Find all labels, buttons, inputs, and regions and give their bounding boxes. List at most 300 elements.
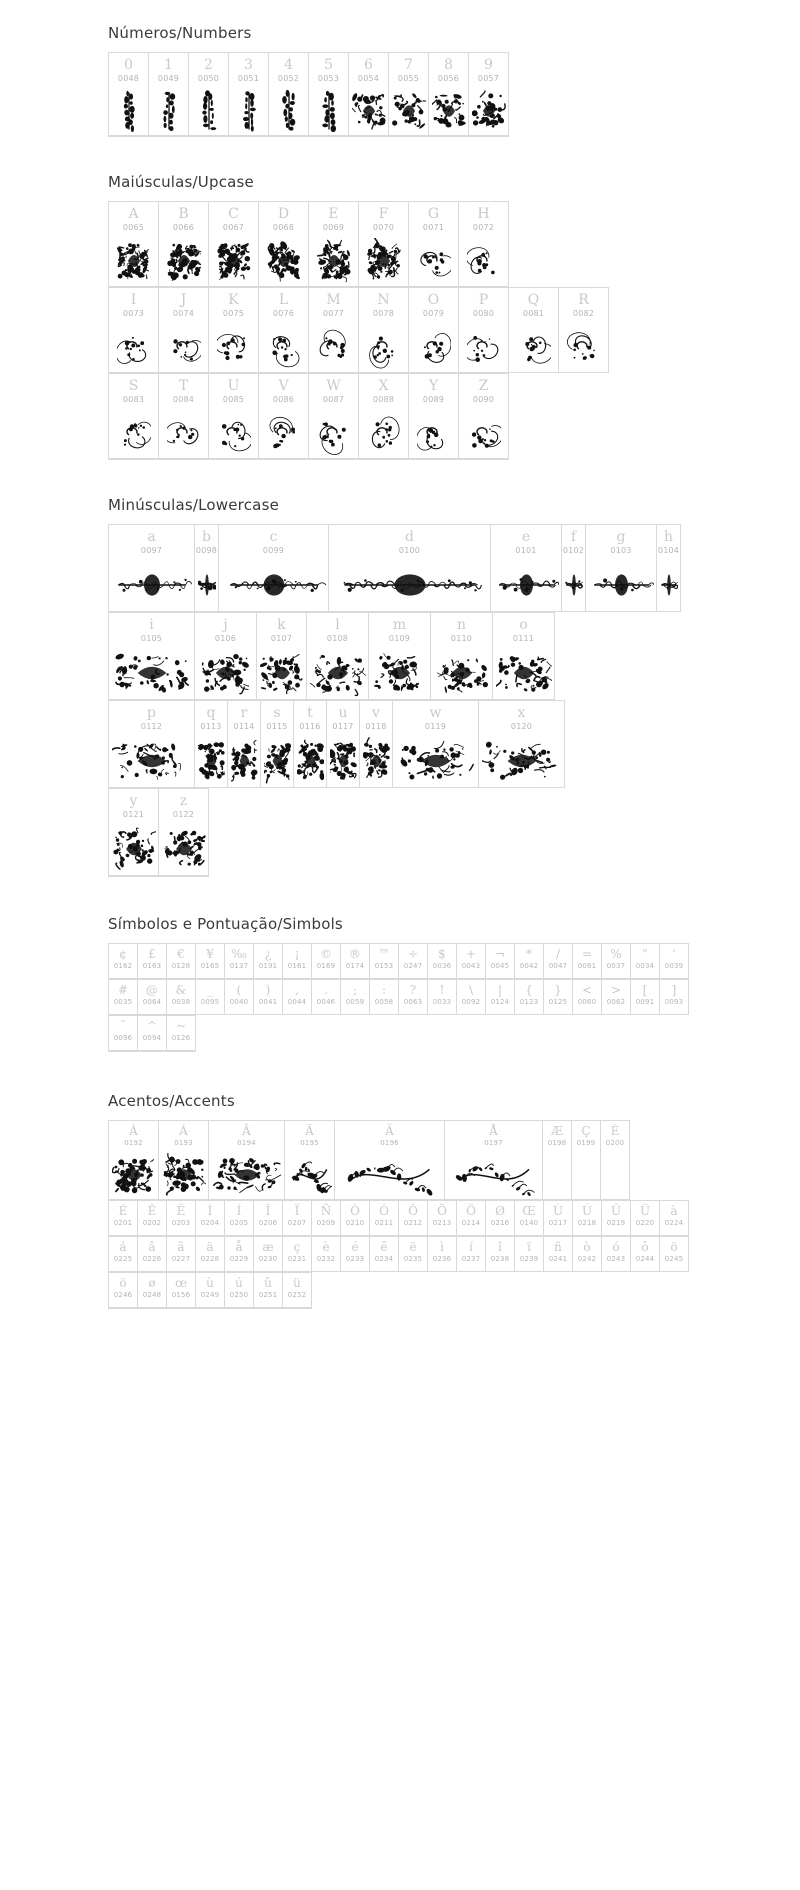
glyph-cell[interactable]	[167, 1016, 196, 1051]
glyph-cell[interactable]	[196, 1237, 225, 1272]
glyph-character: ÷	[407, 947, 419, 961]
glyph-cell[interactable]	[515, 980, 544, 1015]
glyph-cell[interactable]	[602, 944, 631, 979]
glyph-cell[interactable]	[572, 1121, 601, 1200]
glyph-character: Ö	[466, 1204, 476, 1218]
glyph-character: ©	[320, 947, 332, 961]
glyph-cell[interactable]	[544, 1201, 573, 1236]
glyph-cell[interactable]	[602, 980, 631, 1015]
glyph-cell[interactable]	[109, 374, 159, 459]
glyph-code: 0124	[490, 998, 510, 1006]
ornament-glyph-icon	[229, 87, 268, 135]
glyph-cell[interactable]	[283, 1201, 312, 1236]
glyph-cell[interactable]	[515, 1237, 544, 1272]
glyph-cell[interactable]	[660, 1237, 689, 1272]
glyph-cell[interactable]	[219, 525, 329, 612]
glyph-cell[interactable]	[457, 980, 486, 1015]
glyph-cell-header	[486, 1201, 514, 1231]
glyph-cell[interactable]	[428, 1201, 457, 1236]
glyph-cell[interactable]	[138, 1016, 167, 1051]
glyph-cell[interactable]	[341, 944, 370, 979]
glyph-cell[interactable]	[369, 613, 431, 700]
ornament-glyph-icon	[445, 1151, 542, 1199]
glyph-cell[interactable]	[329, 525, 491, 612]
glyph-code: 0237	[461, 1255, 481, 1263]
glyph-cell[interactable]	[360, 701, 393, 788]
glyph-cell[interactable]	[109, 789, 159, 876]
glyph-cell[interactable]	[341, 1237, 370, 1272]
glyph-character: A	[128, 205, 139, 222]
glyph-cell[interactable]	[660, 1201, 689, 1236]
glyph-cell-header	[562, 525, 585, 559]
glyph-code: 0203	[171, 1219, 191, 1227]
glyph-cell-header	[138, 1273, 166, 1303]
glyph-code: 0033	[432, 998, 452, 1006]
glyph-character: y	[129, 792, 138, 809]
glyph-cell[interactable]	[457, 944, 486, 979]
glyph-cell[interactable]	[660, 944, 689, 979]
glyph-cell[interactable]	[109, 701, 195, 788]
glyph-cell[interactable]	[399, 1201, 428, 1236]
glyph-code: 0051	[237, 73, 260, 83]
glyph-cell[interactable]	[309, 288, 359, 373]
glyph-code: 0156	[171, 1291, 191, 1299]
glyph-code: 0083	[122, 394, 145, 404]
glyph-cell[interactable]	[341, 980, 370, 1015]
glyph-row	[108, 700, 565, 788]
ornament-glyph-icon	[486, 1231, 514, 1235]
glyph-cell[interactable]	[657, 525, 681, 612]
ornament-glyph-icon	[109, 408, 158, 458]
ornament-glyph-icon	[428, 1231, 456, 1235]
glyph-cell[interactable]	[259, 374, 309, 459]
glyph-cell[interactable]	[544, 980, 573, 1015]
ornament-glyph-icon	[109, 1303, 137, 1307]
glyph-cell[interactable]	[109, 1237, 138, 1272]
glyph-cell[interactable]	[259, 202, 309, 287]
glyph-cell[interactable]	[109, 1121, 159, 1200]
glyph-code: 0174	[345, 962, 365, 970]
glyph-cell-header	[341, 1237, 369, 1267]
glyph-cell[interactable]	[149, 53, 189, 136]
glyph-code: 0077	[322, 308, 345, 318]
glyph-cell-header	[225, 980, 253, 1010]
glyph-cell[interactable]	[428, 980, 457, 1015]
glyph-cell[interactable]	[349, 53, 389, 136]
section-title-upcase: Maiúsculas/Upcase	[108, 173, 254, 191]
glyph-cell[interactable]	[254, 1237, 283, 1272]
glyph-cell[interactable]	[459, 374, 509, 459]
glyph-cell[interactable]	[573, 980, 602, 1015]
glyph-cell[interactable]	[631, 1237, 660, 1272]
ornament-glyph-icon	[259, 236, 308, 286]
glyph-cell[interactable]	[225, 944, 254, 979]
glyph-cell[interactable]	[428, 944, 457, 979]
glyph-character: n	[456, 616, 467, 633]
glyph-cell-header	[428, 980, 456, 1010]
glyph-cell-header	[195, 701, 227, 735]
glyph-cell-header	[429, 53, 468, 87]
glyph-character: _	[207, 983, 213, 997]
ornament-glyph-icon	[393, 735, 478, 787]
glyph-cell[interactable]	[312, 944, 341, 979]
glyph-cell[interactable]	[196, 980, 225, 1015]
glyph-grid-accents	[108, 1120, 800, 1309]
glyph-cell[interactable]	[209, 288, 259, 373]
glyph-cell[interactable]	[573, 1201, 602, 1236]
glyph-cell[interactable]	[393, 701, 479, 788]
ornament-glyph-icon	[259, 322, 308, 372]
glyph-cell[interactable]	[562, 525, 586, 612]
glyph-cell[interactable]	[312, 1237, 341, 1272]
glyph-cell[interactable]	[479, 701, 565, 788]
ornament-glyph-icon	[428, 974, 456, 978]
glyph-character: Ü	[639, 1204, 651, 1218]
glyph-cell[interactable]	[509, 288, 559, 373]
glyph-cell-header	[457, 1201, 485, 1231]
glyph-cell[interactable]	[660, 980, 689, 1015]
glyph-cell[interactable]	[254, 980, 283, 1015]
glyph-cell[interactable]	[109, 1201, 138, 1236]
glyph-cell[interactable]	[399, 1237, 428, 1272]
glyph-cell-header	[631, 1201, 659, 1231]
section-accents	[0, 1092, 800, 1309]
glyph-cell[interactable]	[283, 980, 312, 1015]
glyph-cell-header	[312, 944, 340, 974]
glyph-code: 0211	[374, 1219, 394, 1227]
glyph-cell[interactable]	[631, 944, 660, 979]
glyph-cell[interactable]	[486, 1201, 515, 1236]
glyph-cell-header	[261, 701, 293, 735]
glyph-cell-header	[195, 525, 218, 559]
glyph-cell[interactable]	[209, 202, 259, 287]
glyph-cell[interactable]	[138, 1273, 167, 1308]
glyph-cell[interactable]	[195, 525, 219, 612]
glyph-cell[interactable]	[399, 944, 428, 979]
glyph-cell[interactable]	[459, 288, 509, 373]
glyph-cell[interactable]	[602, 1201, 631, 1236]
glyph-cell[interactable]	[409, 202, 459, 287]
ornament-glyph-icon	[360, 735, 392, 787]
glyph-cell[interactable]	[309, 53, 349, 136]
glyph-cell[interactable]	[559, 288, 609, 373]
glyph-cell[interactable]	[229, 53, 269, 136]
glyph-code: 0049	[157, 73, 180, 83]
glyph-character: =	[581, 947, 593, 961]
glyph-cell[interactable]	[269, 53, 309, 136]
glyph-code: 0251	[258, 1291, 278, 1299]
glyph-cell[interactable]	[195, 701, 228, 788]
glyph-cell[interactable]	[469, 53, 509, 136]
glyph-code: 0046	[316, 998, 336, 1006]
glyph-cell[interactable]	[459, 202, 509, 287]
glyph-code: 0072	[472, 222, 495, 232]
glyph-character: k	[277, 616, 286, 633]
glyph-cell-header	[341, 1201, 369, 1231]
glyph-code: 0191	[258, 962, 278, 970]
glyph-cell[interactable]	[159, 202, 209, 287]
glyph-character: :	[381, 983, 387, 997]
glyph-cell[interactable]	[159, 1121, 209, 1200]
glyph-cell-header	[349, 53, 388, 87]
glyph-code: 0105	[140, 633, 163, 643]
glyph-cell[interactable]	[109, 1273, 138, 1308]
glyph-cell[interactable]	[309, 374, 359, 459]
glyph-cell[interactable]	[109, 202, 159, 287]
ornament-glyph-icon	[209, 408, 258, 458]
glyph-cell[interactable]	[159, 288, 209, 373]
glyph-cell[interactable]	[370, 944, 399, 979]
ornament-glyph-icon	[469, 87, 508, 135]
glyph-cell[interactable]	[167, 944, 196, 979]
glyph-cell-header	[109, 701, 194, 735]
glyph-cell-header	[341, 944, 369, 974]
ornament-glyph-icon	[138, 1231, 166, 1235]
glyph-code: 0249	[200, 1291, 220, 1299]
glyph-cell[interactable]	[602, 1237, 631, 1272]
glyph-cell[interactable]	[138, 944, 167, 979]
glyph-code: 0097	[140, 545, 163, 555]
glyph-cell[interactable]	[327, 701, 360, 788]
glyph-cell[interactable]	[486, 980, 515, 1015]
glyph-cell-header	[219, 525, 328, 559]
glyph-cell[interactable]	[225, 1237, 254, 1272]
glyph-cell-header	[486, 980, 514, 1010]
glyph-cell[interactable]	[138, 1201, 167, 1236]
ornament-glyph-icon	[428, 1267, 456, 1271]
glyph-character: œ	[175, 1276, 187, 1290]
glyph-cell[interactable]	[309, 202, 359, 287]
glyph-code: 0035	[113, 998, 133, 1006]
glyph-character: ó	[612, 1240, 620, 1254]
glyph-cell-header	[459, 288, 508, 322]
ornament-glyph-icon	[457, 974, 485, 978]
ornament-glyph-icon	[341, 1010, 369, 1014]
glyph-cell[interactable]	[285, 1121, 335, 1200]
glyph-cell[interactable]	[543, 1121, 572, 1200]
glyph-code: 0058	[374, 998, 394, 1006]
glyph-cell-header	[657, 525, 680, 559]
glyph-character: ò	[583, 1240, 591, 1254]
glyph-cell[interactable]	[544, 1237, 573, 1272]
glyph-cell[interactable]	[283, 944, 312, 979]
glyph-cell[interactable]	[138, 980, 167, 1015]
glyph-cell[interactable]	[109, 53, 149, 136]
glyph-cell[interactable]	[228, 701, 261, 788]
glyph-cell[interactable]	[491, 525, 562, 612]
glyph-cell-header	[225, 944, 253, 974]
glyph-grid-numbers	[108, 52, 800, 137]
glyph-cell-header	[283, 1273, 311, 1303]
glyph-cell[interactable]	[196, 1201, 225, 1236]
glyph-cell[interactable]	[409, 374, 459, 459]
glyph-cell[interactable]	[601, 1121, 630, 1200]
glyph-character: £	[148, 947, 156, 961]
ornament-glyph-icon	[660, 1010, 688, 1014]
glyph-cell[interactable]	[109, 944, 138, 979]
glyph-character: ô	[641, 1240, 649, 1254]
glyph-cell[interactable]	[109, 613, 195, 700]
glyph-cell-header	[573, 944, 601, 974]
glyph-cell[interactable]	[359, 288, 409, 373]
glyph-cell[interactable]	[457, 1237, 486, 1272]
glyph-character: ¡	[294, 947, 300, 961]
glyph-cell[interactable]	[370, 1237, 399, 1272]
glyph-cell[interactable]	[631, 1201, 660, 1236]
ornament-glyph-icon	[544, 1267, 572, 1271]
glyph-cell[interactable]	[429, 53, 469, 136]
glyph-cell-header	[428, 944, 456, 974]
glyph-cell[interactable]	[138, 1237, 167, 1272]
glyph-cell[interactable]	[312, 980, 341, 1015]
glyph-cell[interactable]	[167, 1201, 196, 1236]
glyph-character: Ë	[176, 1204, 186, 1218]
ornament-glyph-icon	[257, 647, 306, 699]
glyph-cell[interactable]	[370, 980, 399, 1015]
glyph-cell-header	[631, 944, 659, 974]
glyph-cell[interactable]	[196, 1273, 225, 1308]
glyph-character: ê	[380, 1240, 388, 1254]
glyph-cell[interactable]	[457, 1201, 486, 1236]
glyph-cell[interactable]	[159, 374, 209, 459]
glyph-cell[interactable]	[486, 944, 515, 979]
glyph-cell[interactable]	[189, 53, 229, 136]
glyph-cell[interactable]	[335, 1121, 445, 1200]
glyph-code: 0076	[272, 308, 295, 318]
ornament-glyph-icon	[109, 1010, 137, 1014]
glyph-cell[interactable]	[370, 1201, 399, 1236]
glyph-cell-header	[167, 1201, 195, 1231]
glyph-character: ~	[175, 1019, 187, 1033]
glyph-cell[interactable]	[196, 944, 225, 979]
glyph-character: í	[469, 1240, 473, 1254]
glyph-cell[interactable]	[431, 613, 493, 700]
glyph-code: 0111	[512, 633, 535, 643]
glyph-cell[interactable]	[359, 374, 409, 459]
glyph-cell-header	[109, 1016, 137, 1046]
glyph-cell[interactable]	[307, 613, 369, 700]
ornament-glyph-icon	[283, 1010, 311, 1014]
glyph-cell[interactable]	[445, 1121, 543, 1200]
glyph-cell[interactable]	[225, 1201, 254, 1236]
glyph-cell[interactable]	[254, 1273, 283, 1308]
glyph-cell[interactable]	[195, 613, 257, 700]
glyph-cell[interactable]	[486, 1237, 515, 1272]
ornament-glyph-icon	[138, 1303, 166, 1307]
glyph-cell[interactable]	[283, 1273, 312, 1308]
glyph-cell[interactable]	[631, 980, 660, 1015]
glyph-code: 0065	[122, 222, 145, 232]
glyph-cell[interactable]	[254, 944, 283, 979]
glyph-code: 0037	[606, 962, 626, 970]
glyph-cell[interactable]	[515, 1201, 544, 1236]
glyph-cell[interactable]	[257, 613, 307, 700]
glyph-cell[interactable]	[493, 613, 555, 700]
glyph-character: æ	[262, 1240, 274, 1254]
glyph-code: 0040	[229, 998, 249, 1006]
ornament-glyph-icon	[602, 1231, 630, 1235]
glyph-cell[interactable]	[225, 980, 254, 1015]
glyph-character: @	[146, 983, 158, 997]
glyph-cell[interactable]	[259, 288, 309, 373]
ornament-glyph-icon	[109, 322, 158, 372]
glyph-cell[interactable]	[399, 980, 428, 1015]
glyph-code: 0216	[490, 1219, 510, 1227]
glyph-cell-header	[109, 288, 158, 322]
glyph-cell[interactable]	[312, 1201, 341, 1236]
glyph-cell-header	[209, 374, 258, 408]
glyph-cell[interactable]	[254, 1201, 283, 1236]
glyph-cell[interactable]	[261, 701, 294, 788]
ornament-glyph-icon	[409, 236, 458, 286]
glyph-character: u	[338, 704, 348, 721]
glyph-character: /	[555, 947, 561, 961]
glyph-cell[interactable]	[159, 789, 209, 876]
glyph-cell[interactable]	[573, 1237, 602, 1272]
glyph-cell[interactable]	[209, 374, 259, 459]
glyph-cell[interactable]	[409, 288, 459, 373]
glyph-code: 0205	[229, 1219, 249, 1227]
glyph-cell[interactable]	[515, 944, 544, 979]
glyph-character: Ê	[147, 1204, 157, 1218]
glyph-character: 1	[164, 56, 173, 73]
glyph-cell[interactable]	[109, 288, 159, 373]
glyph-character: r	[240, 704, 248, 721]
glyph-code: 0084	[172, 394, 195, 404]
glyph-cell-header	[399, 1201, 427, 1231]
glyph-cell[interactable]	[428, 1237, 457, 1272]
glyph-character: ø	[148, 1276, 156, 1290]
ornament-glyph-icon	[196, 974, 224, 978]
glyph-cell[interactable]	[109, 525, 195, 612]
glyph-row	[108, 943, 689, 979]
glyph-cell[interactable]	[109, 1016, 138, 1051]
glyph-cell[interactable]	[167, 1237, 196, 1272]
glyph-code: 0220	[635, 1219, 655, 1227]
glyph-cell[interactable]	[167, 980, 196, 1015]
ornament-glyph-icon	[109, 1231, 137, 1235]
glyph-cell[interactable]	[209, 1121, 285, 1200]
glyph-cell[interactable]	[389, 53, 429, 136]
glyph-cell[interactable]	[294, 701, 327, 788]
glyph-cell[interactable]	[341, 1201, 370, 1236]
glyph-cell[interactable]	[586, 525, 657, 612]
glyph-code: 0099	[262, 545, 285, 555]
glyph-cell-header	[586, 525, 656, 559]
glyph-character: ]	[671, 983, 677, 997]
glyph-cell[interactable]	[573, 944, 602, 979]
glyph-cell[interactable]	[167, 1273, 196, 1308]
glyph-character: ü	[293, 1276, 301, 1290]
glyph-code: 0242	[577, 1255, 597, 1263]
glyph-code: 0050	[197, 73, 220, 83]
ornament-glyph-icon	[559, 322, 608, 372]
ornament-glyph-icon	[660, 1267, 688, 1271]
glyph-cell[interactable]	[544, 944, 573, 979]
ornament-glyph-icon	[486, 1010, 514, 1014]
glyph-cell[interactable]	[225, 1273, 254, 1308]
glyph-cell-header	[309, 288, 358, 322]
glyph-cell-header	[457, 944, 485, 974]
glyph-cell[interactable]	[109, 980, 138, 1015]
glyph-cell-header	[109, 944, 137, 974]
glyph-cell[interactable]	[283, 1237, 312, 1272]
glyph-character: C	[228, 205, 239, 222]
glyph-cell[interactable]	[359, 202, 409, 287]
glyph-code: 0036	[432, 962, 452, 970]
glyph-character: +	[465, 947, 477, 961]
glyph-code: 0245	[664, 1255, 684, 1263]
